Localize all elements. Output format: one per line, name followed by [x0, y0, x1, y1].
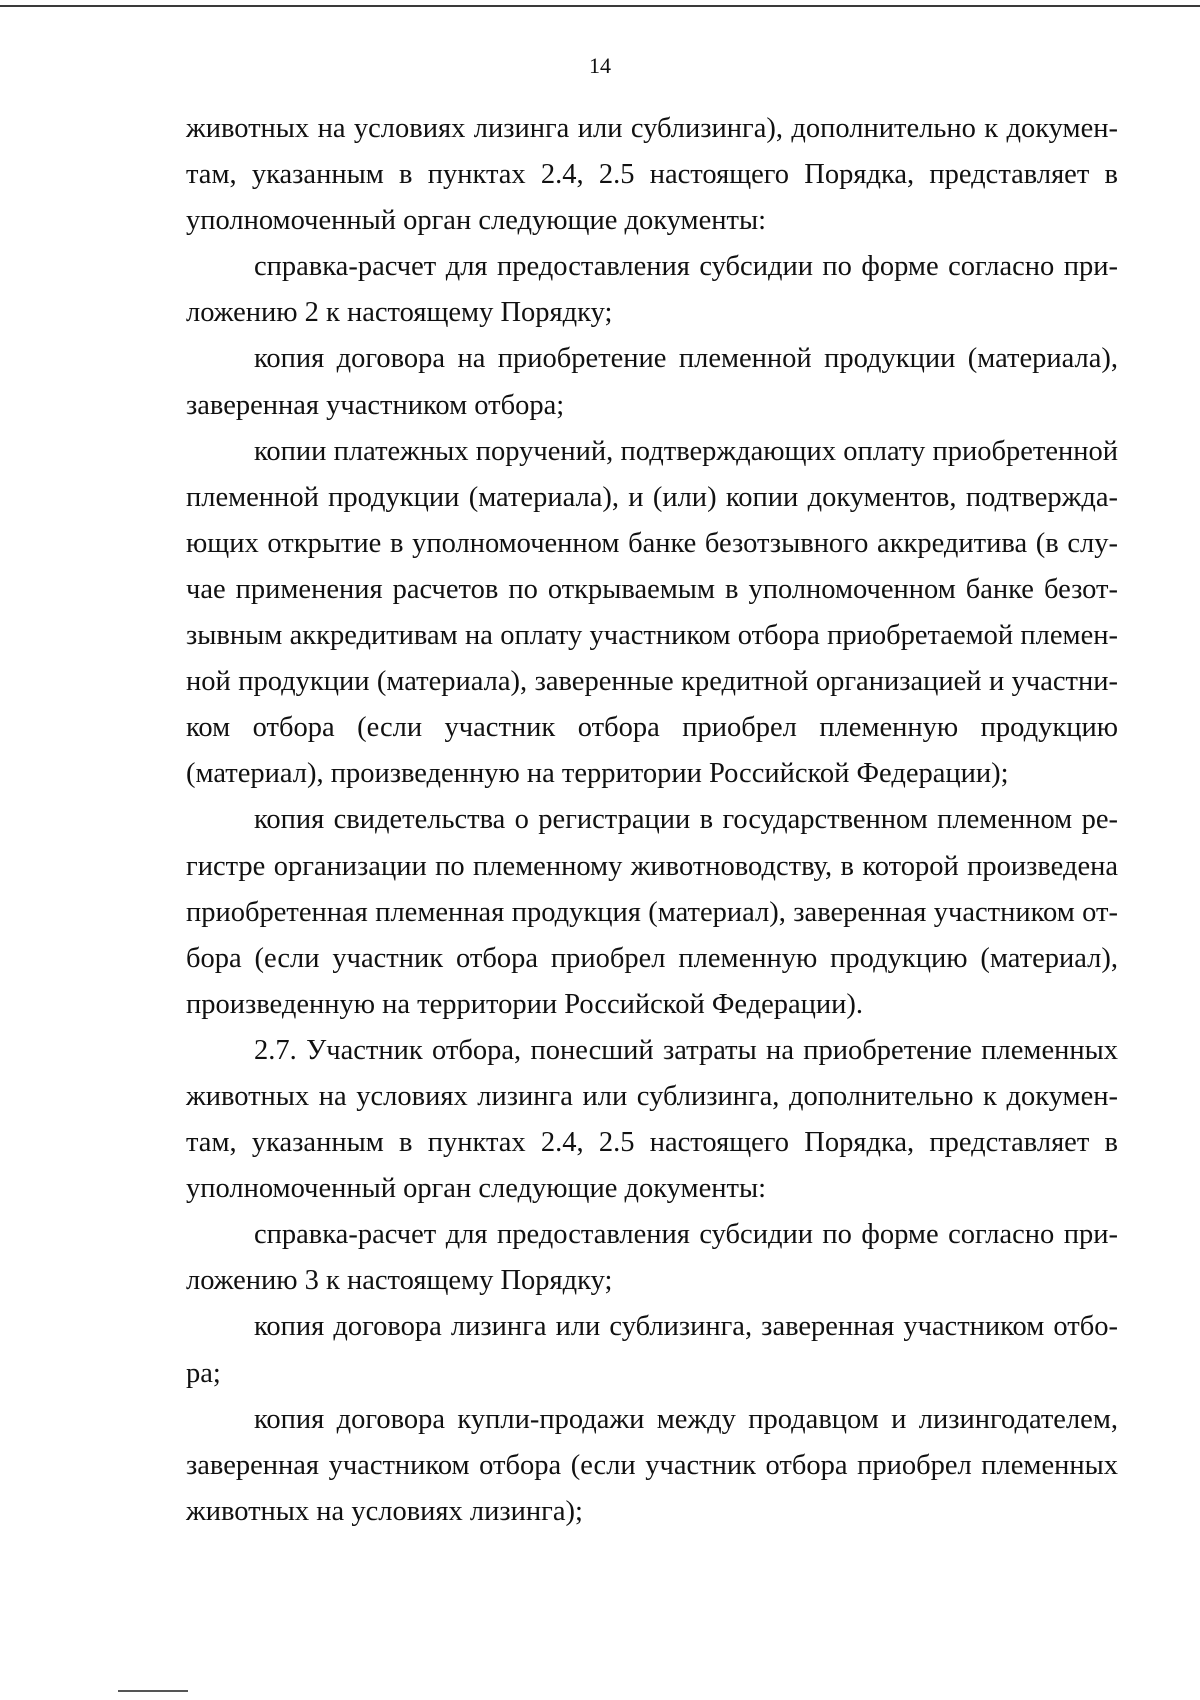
paragraph-calculation-form-2: справка-расчет для предоставления субсидии по форме согласно приложению 2 к настоящему Порядку; [186, 251, 1118, 329]
page-number: 14 [589, 53, 611, 78]
paragraph-continuation: животных на условиях лизинга или сублизинга), дополнительно к документам, указанным в пунктах 2.4, 2.5 настоящего Порядка, представляет в уполномоченный орган следующие документы: [186, 113, 1118, 237]
paragraph-sale-contract: копия договора купли-продажи между продавцом и лизингодателем, заверенная участником отбора (если участник отбора приобрел племенных животных на условиях лизинга); [186, 1403, 1118, 1527]
document-body [186, 106, 1118, 1535]
paragraph-registration-certificate: копия свидетельства о регистрации в государственном племенном регистре организации по племенному животноводству, в которой произведена приобретенная племенная продукция (материал), заверенная участником отбора (если участник отбора приобрел племенную продукцию (материал), произведенную на территории Российской Федерации). [186, 804, 1118, 1020]
paragraph-payment-orders: копии платежных поручений, подтверждающих оплату приобретенной племенной продукции (материала), и (или) копии документов, подтверждающих открытие в уполномоченном банке безотзывного аккредитива (в случае применения расчетов по открываемым в уполномоченном банке безотзывным аккредитивам на оплату участником отбора приобретаемой племенной продукции (материала), заверенные кредитной организацией и участником отбора (если участник отбора приобрел племенную продукцию (материал), произведенную на территории Российской Федерации); [186, 435, 1118, 790]
paragraph-leasing-contract: копия договора лизинга или сублизинга, заверенная участником отбора; [186, 1311, 1118, 1389]
paragraph-purchase-contract: копия договора на приобретение племенной продукции (материала), заверенная участником отбора; [186, 343, 1118, 421]
paragraph-calculation-form-3: справка-расчет для предоставления субсидии по форме согласно приложению 3 к настоящему Порядку; [186, 1219, 1118, 1297]
bottom-edge-line [118, 1690, 188, 1692]
paragraph-section-2-7: 2.7. Участник отбора, понесший затраты на приобретение племенных животных на условиях лизинга или сублизинга, дополнительно к документам, указанным в пунктах 2.4, 2.5 настоящего Порядка, представляет в уполномоченный орган следующие документы: [186, 1034, 1118, 1205]
top-edge-line [0, 5, 1200, 7]
